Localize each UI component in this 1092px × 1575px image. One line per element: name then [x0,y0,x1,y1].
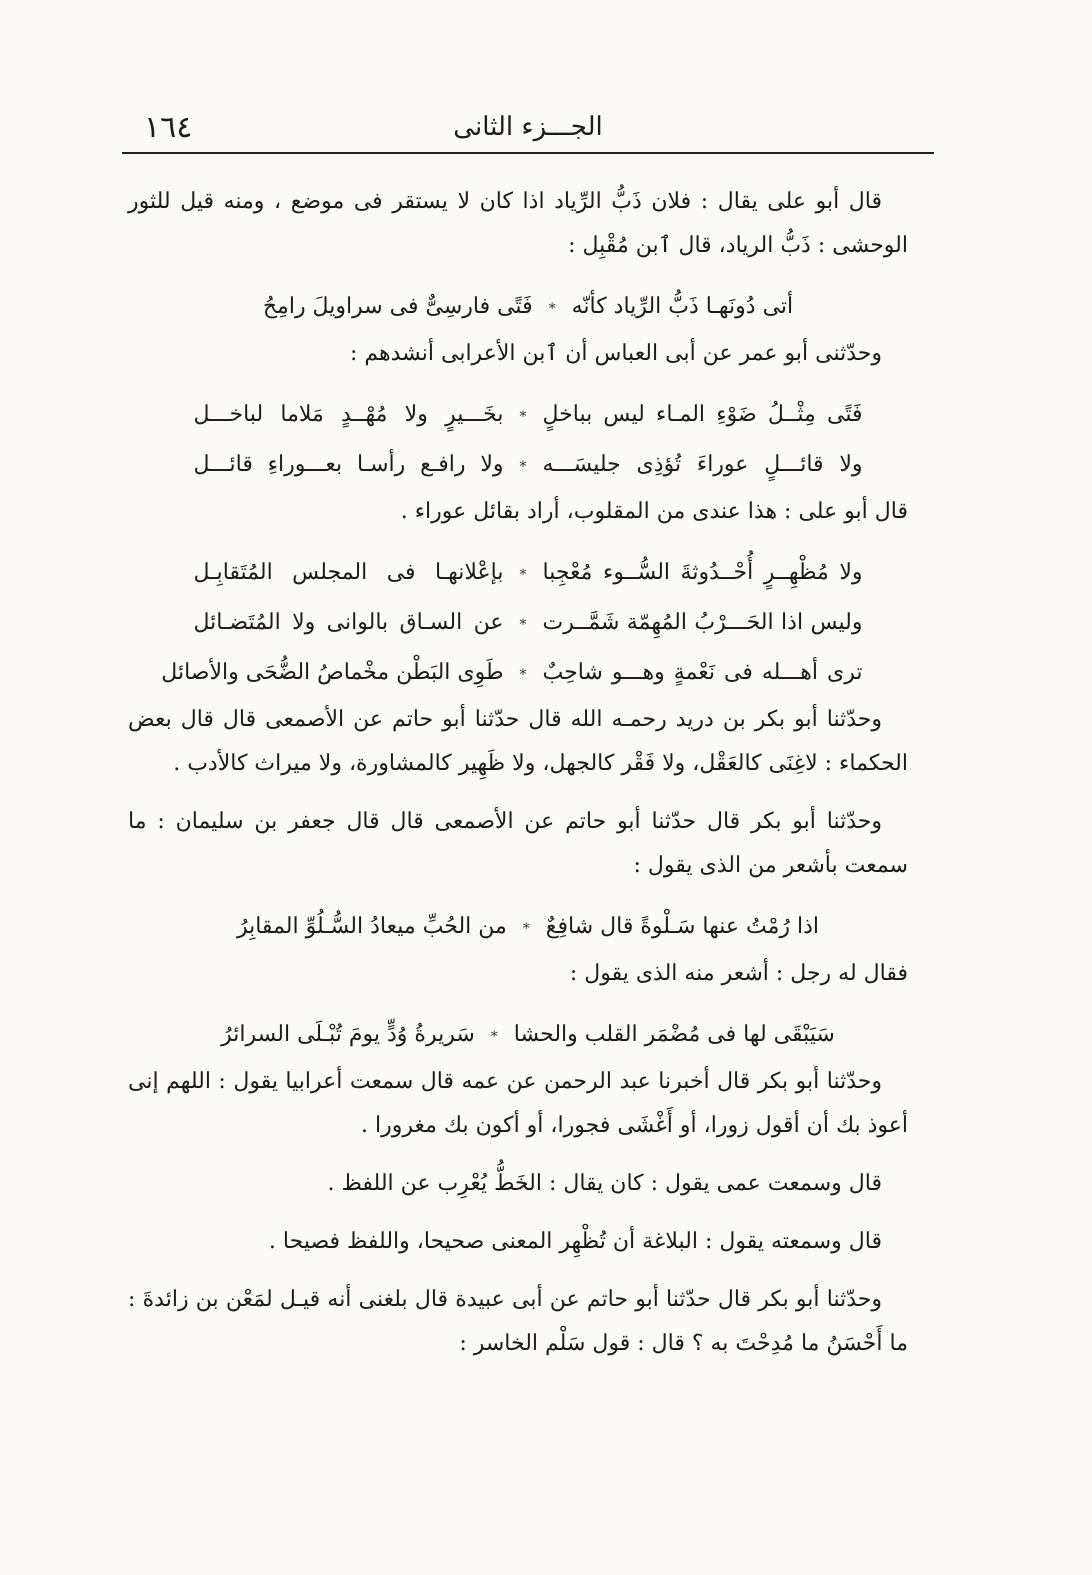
verse-3 [188,440,868,490]
paragraph-10: وحدّثنا أبو بكر قال حدّثنا أبو حاتم عن أبى عبيدة قال بلغنى أنه قيـل لمَعْن بن زائدةَ : ما أَحْسَنُ ما مُدِحْتَ به ؟ قال : قول سَلْم الخاسر : [128,1287,908,1356]
page-header [122,100,934,148]
running-title: الجـــزء الثانى [453,112,603,142]
verse-separator: * [519,667,527,683]
verse-3-second-hemistich: ولا رافـع رأسـا بعـــوراءِ قائـــل [193,452,504,477]
verse-4-second-hemistich: بإعْلانهـا فى المجلس المُتَقابِـل [193,560,504,585]
paragraph-7: وحدّثنا أبو بكر قال أخبرنا عبد الرحمن عن عمه قال سمعت أعرابيا يقول : اللهم إنى أعوذ بك أن أقول زورا، أو أَغْشَى فجورا، أو أكون بك مغرورا . [128,1069,908,1138]
verse-7-second-hemistich: من الحُبِّ ميعادُ السُّـلُوِّ المقابِرُ [236,914,507,939]
verse-2-first-hemistich: فَتًى مِثْــلُ ضَوْءِ المـاء ليس بباخلٍ [542,402,863,427]
verse-6-first-hemistich: ترى أهـــله فى نَعْمةٍ وهـــو شاحِبٌ [542,660,863,685]
paragraph-8: قال وسمعت عمى يقول : كان يقال : الخَطُّ يُعْرِب عن اللفظ . [327,1171,882,1196]
verse-1-second-hemistich: فَتًى فارسِىٌّ فى سراويلَ رامِحُ [262,294,533,319]
verse-separator: * [519,567,527,583]
verse-4 [188,548,868,598]
verse-3-first-hemistich: ولا قائـــلٍ عوراءَ تُؤذِى جليسَـــه [542,452,863,477]
verse-8-second-hemistich: سَريرةُ وُدٍّ يومَ تُبْـلَى السرائرُ [221,1022,475,1047]
verse-8-first-hemistich: سَيَبْقَى لها فى مُضْمَر القلب والحشا [513,1022,835,1047]
verse-separator: * [522,921,530,937]
paragraph-1: قال أبو على يقال : فلان ذَبُّ الرِّياد اذا كان لا يستقر فى موضع ، ومنه قيل للثور الوحشى : ذَبُّ الرياد، قال ٱبن مُقْبِل : [128,189,908,258]
verse-5 [188,598,868,648]
verse-5-first-hemistich: وليس اذا الحَـــرْبُ المُهِمّة شَمَّــرت [542,610,863,635]
paragraph-2: وحدّثنى أبو عمر عن أبى العباس أن ٱبن الأعرابى أنشدهم : [349,341,882,366]
paragraph-5: وحدّثنا أبو بكر قال حدّثنا أبو حاتم عن الأصمعى قال قال جعفر بن سليمان : ما سمعت بأشعر من الذى يقول : [128,809,908,878]
body-text [128,180,908,1380]
verse-6 [161,648,868,698]
verse-separator: * [519,459,527,475]
verse-2-second-hemistich: بخَـــيرٍ ولا مُهْــدٍ مَلاما لباخـــل [193,402,504,427]
verse-separator: * [490,1029,498,1045]
verse-7-first-hemistich: اذا رُمْتُ عنها سَـلْوةً قال شافِعٌ [545,914,820,939]
verse-1 [188,282,868,332]
verse-separator: * [519,409,527,425]
verse-4-first-hemistich: ولا مُظْهِــرٍ أُحْــدُوثةَ السُّــوء مُعْجِبا [542,560,863,585]
verse-5-second-hemistich: عن السـاق بالوانى ولا المُتَضـائل [193,610,504,635]
header-rule [122,152,934,154]
paragraph-4: وحدّثنا أبو بكر بن دريد رحمـه الله قال حدّثنا أبو حاتم عن الأصمعى قال قال بعض الحكماء : لاغِنَى كالعَقْل، ولا فَقْر كالجهل، ولا ظَهِير كالمشاورة، ولا ميراث كالأدب . [128,707,908,776]
paragraph-3: قال أبو على : هذا عندى من المقلوب، أراد بقائل عوراء . [400,499,908,524]
verse-2 [188,390,868,440]
verse-separator: * [519,617,527,633]
verse-separator: * [548,301,556,317]
verse-1-first-hemistich: أتى دُونَهـا ذَبُّ الرِّياد كأنّه [571,294,794,319]
page-number: ١٦٤ [144,110,193,145]
paragraph-9: قال وسمعته يقول : البلاغة أن تُظْهِر المعنى صحيحا، واللفظ فصيحا . [268,1229,882,1254]
verse-8 [188,1010,868,1060]
verse-7 [188,902,868,952]
verse-6-second-hemistich: طَوِى البَطْن مخْماصُ الضُّحَى والأصائل [161,660,504,685]
paragraph-6: فقال له رجل : أشعر منه الذى يقول : [569,961,908,986]
